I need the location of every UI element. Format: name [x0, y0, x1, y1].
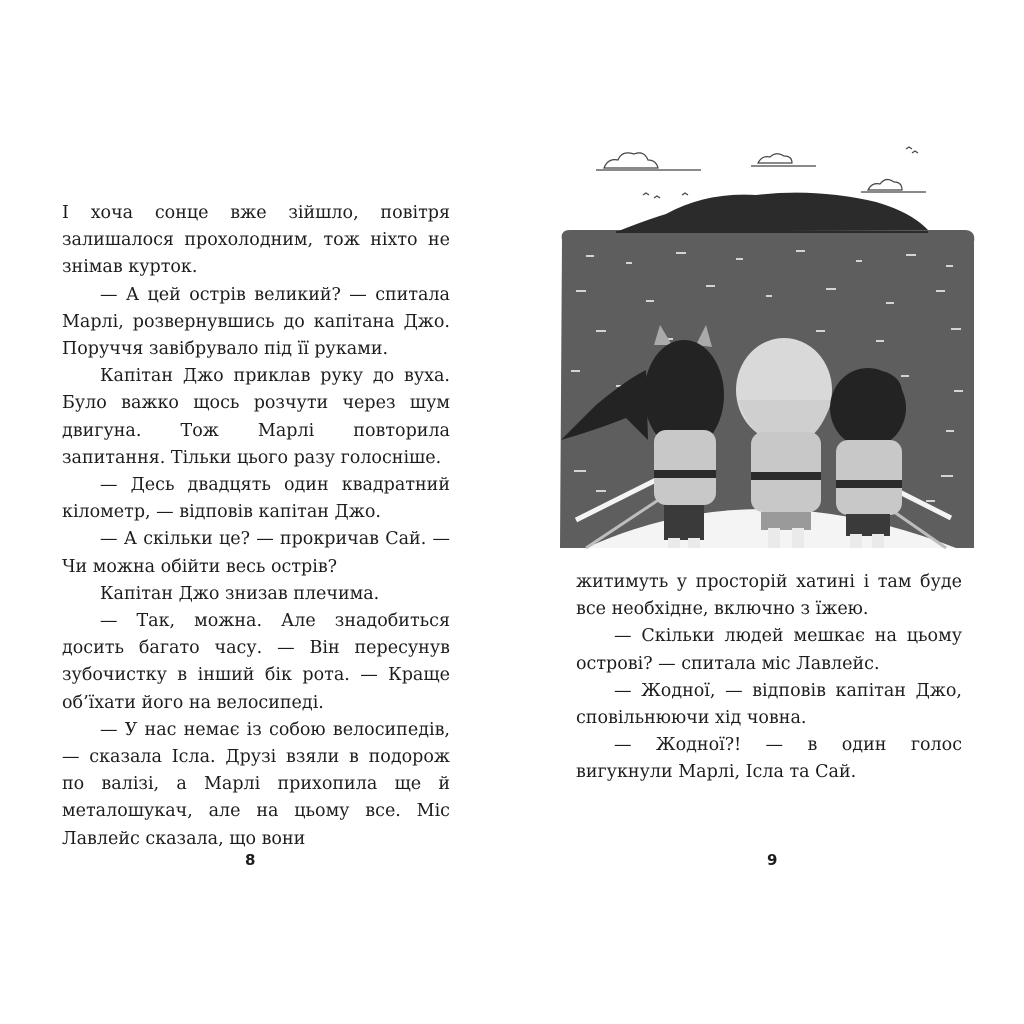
left-paragraph-8: — У нас немає із собою велосипедів, — сказала Ісла. Друзі взяли в подорож по валізі, а Марлі прихопила ще й металошукач, але на цьому все. Міс Лавлейс сказала, що вони [62, 719, 450, 849]
right-paragraph-2: — Скільки людей мешкає на цьому острові? — спитала міс Лавлейс. [576, 626, 962, 674]
right-paragraph-4: — Жодної?! — в один голос вигукнули Марлі, Ісла та Сай. [576, 735, 962, 783]
left-paragraph-4: — Десь двадцять один квадратний кілометр, — відповів капітан Джо. [62, 475, 450, 523]
clouds [596, 147, 926, 198]
birds-2 [643, 193, 688, 198]
left-paragraph-1: І хоча сонце вже зійшло, повітря залишалося прохолодним, тож ніхто не знімав курток. [62, 203, 450, 278]
cloud-1 [604, 153, 658, 168]
cloud-2 [758, 154, 792, 163]
left-paragraph-2: — А цей острів великий? — спитала Марлі, розвернувшись до капітана Джо. Поруччя завібрувало під її руками. [62, 284, 450, 360]
island [616, 193, 928, 232]
cloud-3 [868, 179, 902, 190]
boat-island-illustration [556, 140, 976, 555]
left-paragraph-7: — Так, можна. Але знадобиться досить багато часу. — Він пересунув зубочистку в інший бік рота. — Краще об’їхати його на велосипеді. [62, 611, 450, 713]
page-number-right: 9 [767, 851, 778, 869]
left-paragraph-6: Капітан Джо знизав плечима. [100, 583, 380, 604]
page-number-left: 8 [245, 851, 256, 869]
left-paragraph-5: — А скільки це? — прокричав Сай. — Чи можна обійти весь острів? [62, 529, 450, 577]
birds-1 [906, 147, 918, 153]
left-paragraph-3: Капітан Джо приклав руку до вуха. Було важко щось розчути через шум двигуна. Тож Марлі повторила запитання. Тільки цього разу голосніше. [62, 366, 450, 468]
illustration-svg [556, 140, 976, 555]
right-paragraph-1: житимуть у просторій хатині і там буде все необхідне, включно з їжею. [576, 572, 962, 620]
right-page-text [576, 569, 962, 787]
left-page-text [62, 200, 450, 853]
right-paragraph-3: — Жодної, — відповів капітан Джо, сповільнюючи хід човна. [576, 680, 962, 729]
